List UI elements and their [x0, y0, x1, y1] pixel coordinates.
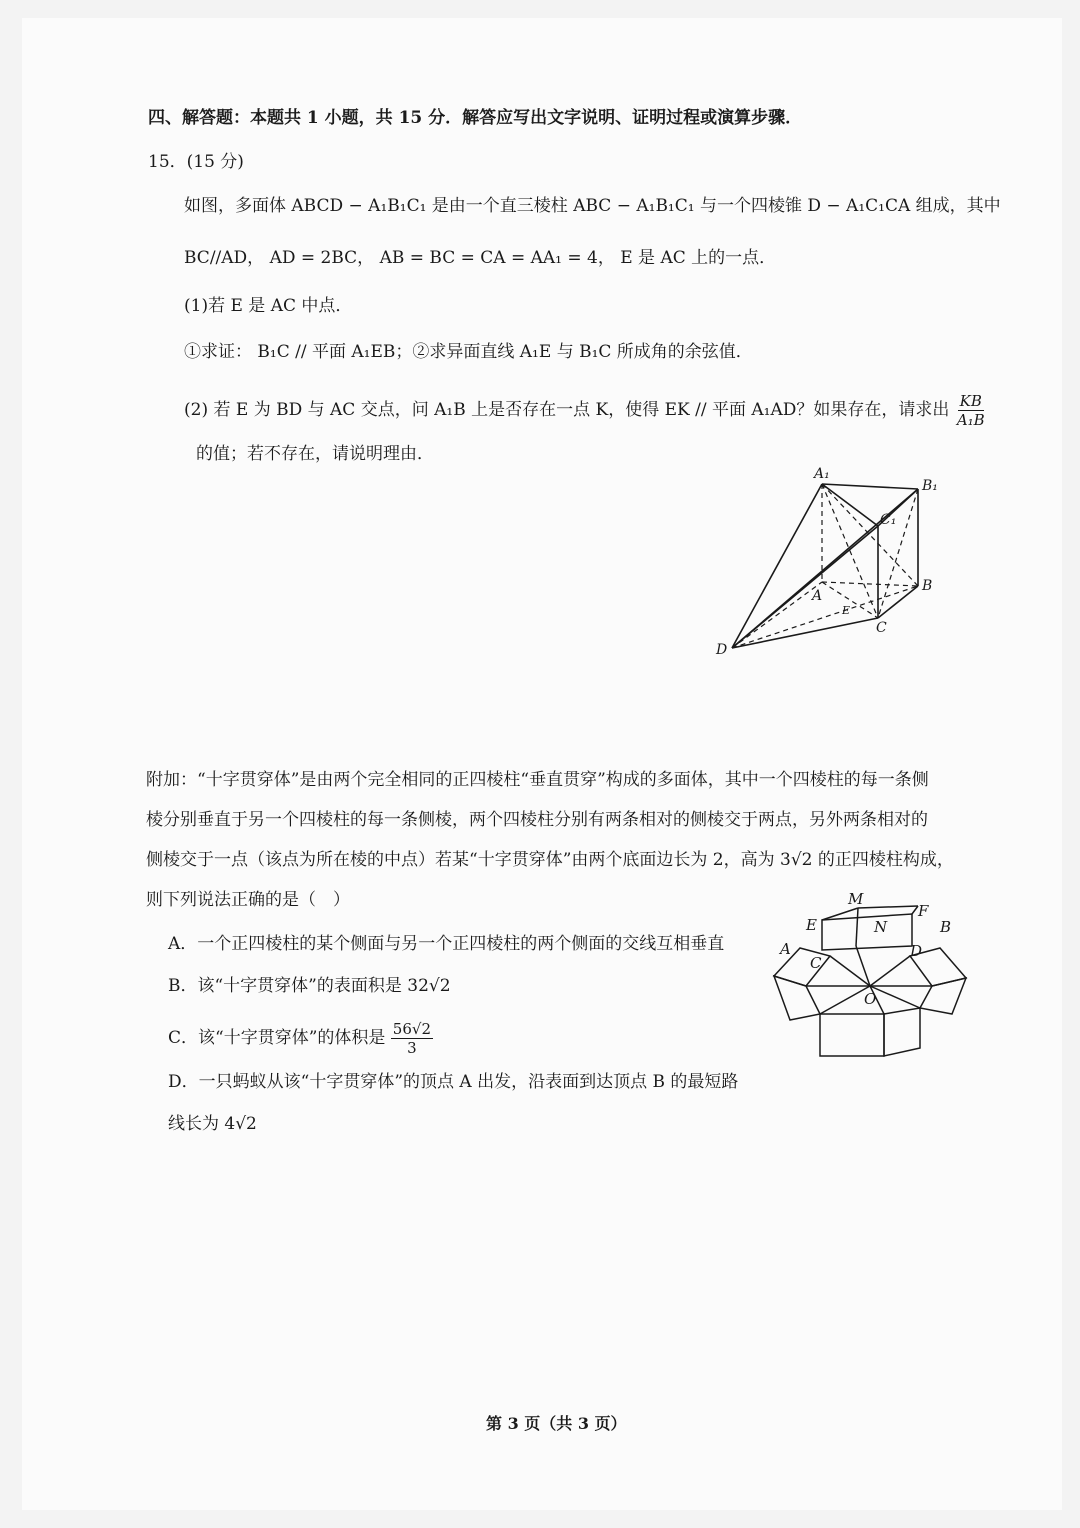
- label-m: M: [848, 890, 864, 908]
- option-c-fraction: [391, 1020, 433, 1057]
- q15-part2: [184, 392, 987, 429]
- option-d-line-1: D．一只蚂蚁从该“十字贯穿体”的顶点 A 出发，沿表面到达顶点 B 的最短路: [168, 1072, 739, 1092]
- q15-part1: (1)若 E 是 AC 中点．: [184, 296, 353, 316]
- bottom-box-side: [884, 1008, 920, 1056]
- edge-ab: [822, 582, 918, 586]
- polyhedron-figure: [700, 460, 960, 660]
- left-lower-face: [774, 976, 820, 1020]
- extra-line-4: 则下列说法正确的是（ ）: [146, 890, 350, 910]
- label-a: A: [780, 940, 791, 958]
- option-c: [168, 1020, 433, 1057]
- section-header: 四、解答题：本题共 1 小题，共 15 分．解答应写出文字说明、证明过程或演算步骤．: [148, 108, 803, 128]
- top-box-front: [822, 914, 912, 950]
- edge-da1: [732, 484, 822, 648]
- label-d: D: [910, 942, 923, 960]
- q15-part2-cont: 的值；若不存在，请说明理由．: [196, 444, 434, 464]
- cross-solid-figure: [770, 886, 970, 1066]
- q15-text-2: BC//AD， AD = 2BC， AB = BC = CA = AA₁ = 4， E 是 AC 上的一点．: [184, 248, 777, 268]
- label-o: O: [864, 990, 877, 1008]
- label-e: E: [806, 916, 817, 934]
- extra-line-1: 附加：“十字贯穿体”是由两个完全相同的正四棱柱“垂直贯穿”构成的多面体，其中一个四棱柱的每一条侧: [146, 770, 929, 790]
- edge-a1b1: [822, 484, 918, 489]
- label-e: E: [842, 604, 851, 617]
- label-b1: B₁: [922, 478, 938, 494]
- right-lower-face: [920, 978, 966, 1014]
- q15-part2-fraction: [955, 392, 987, 429]
- right-upper-ridge: [870, 956, 910, 986]
- page-footer: 第 3 页（共 3 页）: [486, 1414, 627, 1433]
- q15-part1-sub: ①求证： B₁C // 平面 A₁EB；②求异面直线 A₁E 与 B₁C 所成角的余弦值．: [184, 342, 753, 362]
- label-a1: A₁: [814, 466, 830, 482]
- label-c: C: [810, 954, 822, 972]
- edge-cb: [878, 586, 918, 618]
- label-f: F: [918, 902, 929, 920]
- q15-text-1: 如图，多面体 ABCD − A₁B₁C₁ 是由一个直三棱柱 ABC − A₁B₁C₁ 与一个四棱锥 D − A₁C₁CA 组成，其中: [184, 196, 1001, 216]
- label-b: B: [940, 918, 952, 936]
- exam-sheet: [22, 18, 1062, 1510]
- extra-line-2: 棱分别垂直于另一个四棱柱的每一条侧棱，两个四棱柱分别有两条相对的侧棱交于两点，另外两条相对的: [146, 810, 928, 830]
- option-d-line-2: 线长为 4√2: [168, 1114, 257, 1134]
- q15-number: 15．(15 分): [148, 152, 244, 172]
- label-c1: C₁: [880, 512, 897, 528]
- n-edge: [856, 908, 858, 946]
- fraction-denominator: A₁B: [956, 411, 985, 429]
- right-lower-ridge: [870, 986, 920, 1008]
- bottom-box-front: [820, 1014, 884, 1056]
- fraction-numerator: KB: [959, 392, 982, 410]
- label-c: C: [876, 620, 887, 636]
- label-n: N: [874, 918, 888, 936]
- option-b: B．该“十字贯穿体”的表面积是 32√2: [168, 976, 451, 996]
- option-a: A．一个正四棱柱的某个侧面与另一个正四棱柱的两个侧面的交线互相垂直: [168, 934, 725, 954]
- label-a: A: [812, 588, 823, 604]
- label-d: D: [716, 642, 728, 658]
- top-box-edge-back: [858, 906, 918, 908]
- label-b: B: [922, 578, 933, 594]
- edge-dc: [732, 618, 878, 648]
- left-lower-ridge: [820, 986, 870, 1014]
- fraction-numerator: 56√2: [392, 1020, 431, 1038]
- extra-line-3: 侧棱交于一点（该点为所在棱的中点）若某“十字贯穿体”由两个底面边长为 2，高为 3√2 的正四棱柱构成，: [146, 850, 954, 870]
- fraction-denominator: 3: [407, 1039, 417, 1057]
- q15-part2-text: (2) 若 E 为 BD 与 AC 交点，问 A₁B 上是否存在一点 K，使得 EK // 平面 A₁AD？如果存在，请求出: [184, 400, 950, 420]
- option-c-text: C．该“十字贯穿体”的体积是: [168, 1028, 386, 1048]
- edge-db: [732, 586, 918, 648]
